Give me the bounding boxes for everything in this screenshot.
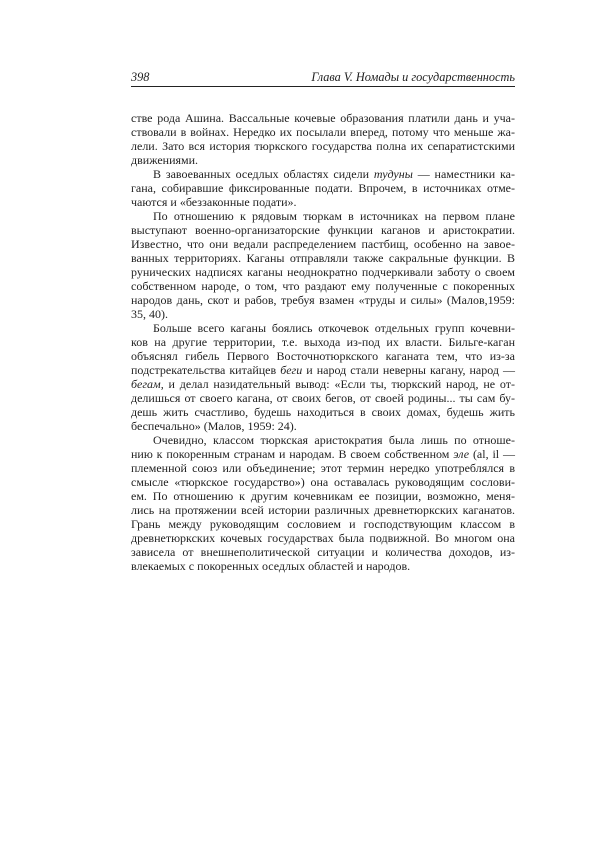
text-line: гана, собиравшие фиксированные подати. Впрочем, в источниках отме- <box>131 181 515 195</box>
text-line: стве рода Ашина. Вассальные кочевые образования платили дань и уча- <box>131 111 515 125</box>
text-line: лись на протяжении всей истории различных древнетюркских каганатов. <box>131 503 515 517</box>
text-line: племенной союз или объединение; этот термин нередко употреблялся в <box>131 461 515 475</box>
text-line: бегам, и делал назидательный вывод: «Если ты, тюркский народ, не от- <box>131 377 515 391</box>
text-line: народов дань, скот и рабов, требуя взамен «труды и силы» (Малов,1959: <box>131 293 515 307</box>
text-line: древнетюркских кочевых государствах была подвижной. Во многом она <box>131 531 515 545</box>
text-line: зависела от внешнеполитической ситуации и количества доходов, из- <box>131 545 515 559</box>
text-line: 35, 40). <box>131 307 168 321</box>
text-line: собственном народе, о том, что раздают ему полученные с покоренных <box>131 279 515 293</box>
text-line: В завоеванных оседлых областях сидели тудуны — наместники ка- <box>153 167 515 181</box>
text-line: делишься от своего кагана, от своих бегов, от своей родины... ты сам бу- <box>131 391 515 405</box>
text-line: нию к покоренным странам и народам. В своем собственном эле (al, il — <box>131 447 515 461</box>
text-line: дешь жить счастливо, будешь находиться в своих домах, будешь жить <box>131 405 515 419</box>
text-line: По отношению к рядовым тюркам в источниках на первом плане <box>153 209 515 223</box>
text-line: влекаемых с покоренных оседлых областей и народов. <box>131 559 411 573</box>
text-line: беспечально» (Малов, 1959: 24). <box>131 419 297 433</box>
text-line: ков на другие территории, т.е. выхода из-под их власти. Бильге-каган <box>131 335 515 349</box>
text-line: Известно, что они ведали распределением пастбищ, особенно на завое- <box>131 237 515 251</box>
text-block <box>131 70 515 573</box>
text-line: рунических надписях каганы неоднократно подчеркивали заботу о своем <box>131 265 515 279</box>
page-number: 398 <box>131 70 150 84</box>
running-head <box>131 70 515 87</box>
text-line: подстрекательства китайцев беги и народ стали неверны кагану, народ — <box>131 363 515 377</box>
text-line: чаются и «беззаконные подати». <box>131 195 297 209</box>
text-line: выступают военно-организаторские функции каганов и аристократии. <box>131 223 515 237</box>
text-line: Больше всего каганы боялись откочевок отдельных групп кочевни- <box>153 321 515 335</box>
body-text <box>131 111 515 573</box>
text-line: ванных территориях. Каганы отправляли также сакральные функции. В <box>131 251 515 265</box>
text-line: Грань между руководящим сословием и господствующим классом в <box>131 517 515 531</box>
text-line: ем. По отношению к другим кочевникам ее позиции, возможно, меня- <box>131 489 515 503</box>
text-line: Очевидно, классом тюркская аристократия была лишь по отноше- <box>153 433 515 447</box>
chapter-title: Глава V. Номады и государственность <box>311 70 515 84</box>
text-line: смысле «тюркское государство») она оставалась руководящим сослови- <box>131 475 515 489</box>
text-line: движениями. <box>131 153 199 167</box>
text-line: ствовали в войнах. Нередко их посылали вперед, потому что меньше жа- <box>131 125 515 139</box>
text-line: лели. Зато вся история тюркского государства полна их сепаратистскими <box>131 139 515 153</box>
text-line: объяснял гибель Первого Восточнотюркского каганата тем, что из-за <box>131 349 515 363</box>
